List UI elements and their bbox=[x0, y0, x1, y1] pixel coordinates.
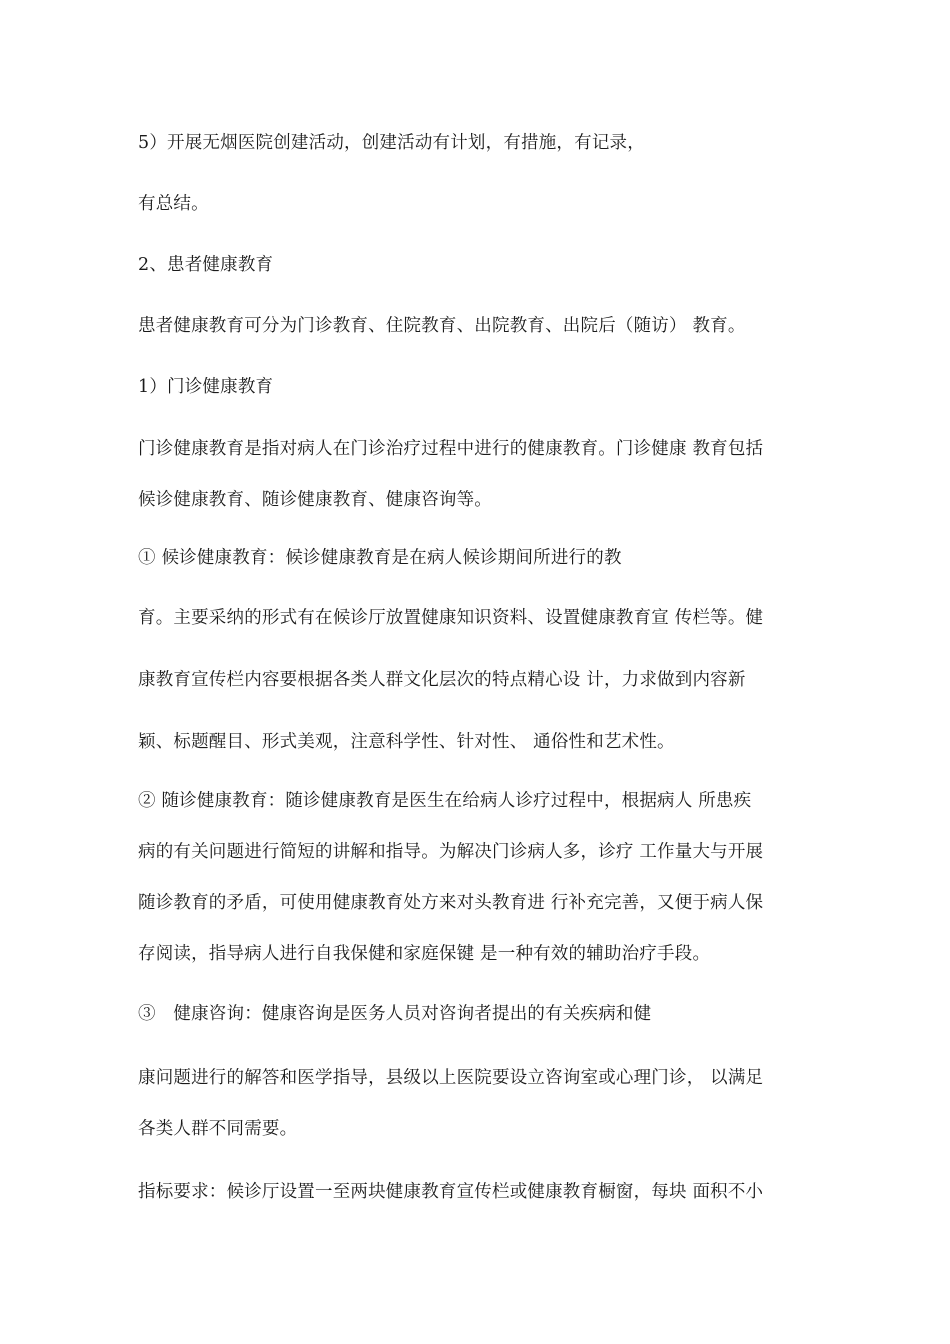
text-line: ③ 健康咨询：健康咨询是医务人员对咨询者提出的有关疾病和健 bbox=[138, 1004, 652, 1024]
text-line: 患者健康教育可分为门诊教育、住院教育、出院教育、出院后（随访） 教育。 bbox=[138, 316, 746, 336]
section-heading: 2、患者健康教育 bbox=[138, 255, 274, 275]
text-line: 育。主要采纳的形式有在候诊厅放置健康知识资料、设置健康教育宣 传栏等。健 bbox=[138, 608, 764, 628]
text-line: 随诊教育的矛盾，可使用健康教育处方来对头教育进 行补充完善，又便于病人保 bbox=[138, 893, 764, 913]
text-line: 颖、标题醒目、形式美观，注意科学性、针对性、 通俗性和艺术性。 bbox=[138, 732, 675, 752]
text-line: 5）开展无烟医院创建活动，创建活动有计划，有措施，有记录， bbox=[138, 133, 645, 153]
text-line: ① 候诊健康教育：候诊健康教育是在病人候诊期间所进行的教 bbox=[138, 548, 622, 568]
text-line: 有总结。 bbox=[138, 194, 209, 214]
text-line: 康教育宣传栏内容要根据各类人群文化层次的特点精心设 计，力求做到内容新 bbox=[138, 670, 746, 690]
text-line: 候诊健康教育、随诊健康教育、健康咨询等。 bbox=[138, 490, 492, 510]
text-line: 各类人群不同需要。 bbox=[138, 1119, 298, 1139]
text-line: 存阅读，指导病人进行自我保健和家庭保键 是一种有效的辅助治疗手段。 bbox=[138, 944, 711, 964]
text-line: 门诊健康教育是指对病人在门诊治疗过程中进行的健康教育。门诊健康 教育包括 bbox=[138, 439, 764, 459]
text-line: 指标要求：候诊厅设置一至两块健康教育宣传栏或健康教育橱窗，每块 面积不小 bbox=[138, 1182, 764, 1202]
text-line: 康问题进行的解答和医学指导，县级以上医院要设立咨询室或心理门诊， 以满足 bbox=[138, 1068, 764, 1088]
text-line: ② 随诊健康教育：随诊健康教育是医生在给病人诊疗过程中，根据病人 所患疾 bbox=[138, 791, 752, 811]
text-line: 病的有关问题进行简短的讲解和指导。为解决门诊病人多，诊疗 工作量大与开展 bbox=[138, 842, 764, 862]
subsection-heading: 1）门诊健康教育 bbox=[138, 377, 274, 397]
